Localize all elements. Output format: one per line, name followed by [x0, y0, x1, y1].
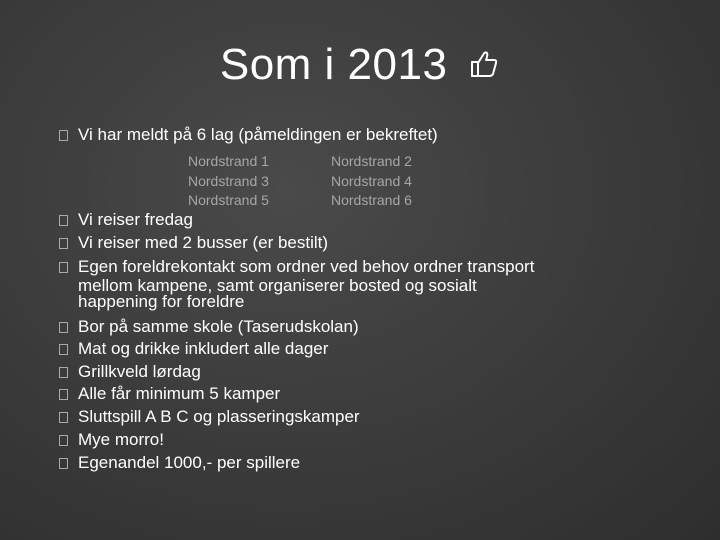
list-item: Grillkveld lørdag [78, 362, 201, 381]
list-item: Alle får minimum 5 kamper [78, 384, 281, 403]
list-item: Egenandel 1000,- per spillere [78, 453, 301, 472]
bullet-marker [55, 386, 71, 402]
list-item: Mat og drikke inkludert alle dager [78, 339, 329, 358]
list-item: Mye morro! [78, 430, 164, 449]
list-item-continuation: mellom kampene, samt organiserer bosted og sosialt [78, 276, 477, 295]
team-4: Nordstrand 4 [331, 173, 412, 189]
bullet-marker [55, 432, 71, 448]
list-item: Sluttspill A B C og plasseringskamper [78, 407, 360, 426]
team-6: Nordstrand 6 [331, 192, 412, 208]
bullet-marker [55, 364, 71, 380]
intro-text: Vi har meldt på 6 lag (påmeldingen er bekreftet) [78, 125, 438, 144]
list-item: Bor på samme skole (Taserudskolan) [78, 317, 359, 336]
bullet-marker [55, 319, 71, 335]
slide-title [0, 40, 720, 92]
team-1: Nordstrand 1 [188, 153, 269, 169]
bullet-marker [55, 212, 71, 228]
slide-title-text: Som i 2013 [219, 40, 448, 89]
team-5: Nordstrand 5 [188, 192, 269, 208]
thumbs-up-icon [466, 42, 500, 92]
bullet-marker [55, 235, 71, 251]
bullet-marker [55, 409, 71, 425]
team-3: Nordstrand 3 [188, 173, 269, 189]
list-item: Vi reiser med 2 busser (er bestilt) [78, 233, 329, 252]
bullet-marker [55, 341, 71, 357]
bullet-marker [55, 455, 71, 471]
list-item: Vi reiser fredag [78, 210, 193, 229]
team-2: Nordstrand 2 [331, 153, 412, 169]
bullet-marker [55, 127, 71, 143]
list-item-continuation: happening for foreldre [78, 292, 245, 311]
bullet-marker [55, 259, 71, 275]
list-item: Egen foreldrekontakt som ordner ved behov ordner transport [78, 257, 535, 276]
